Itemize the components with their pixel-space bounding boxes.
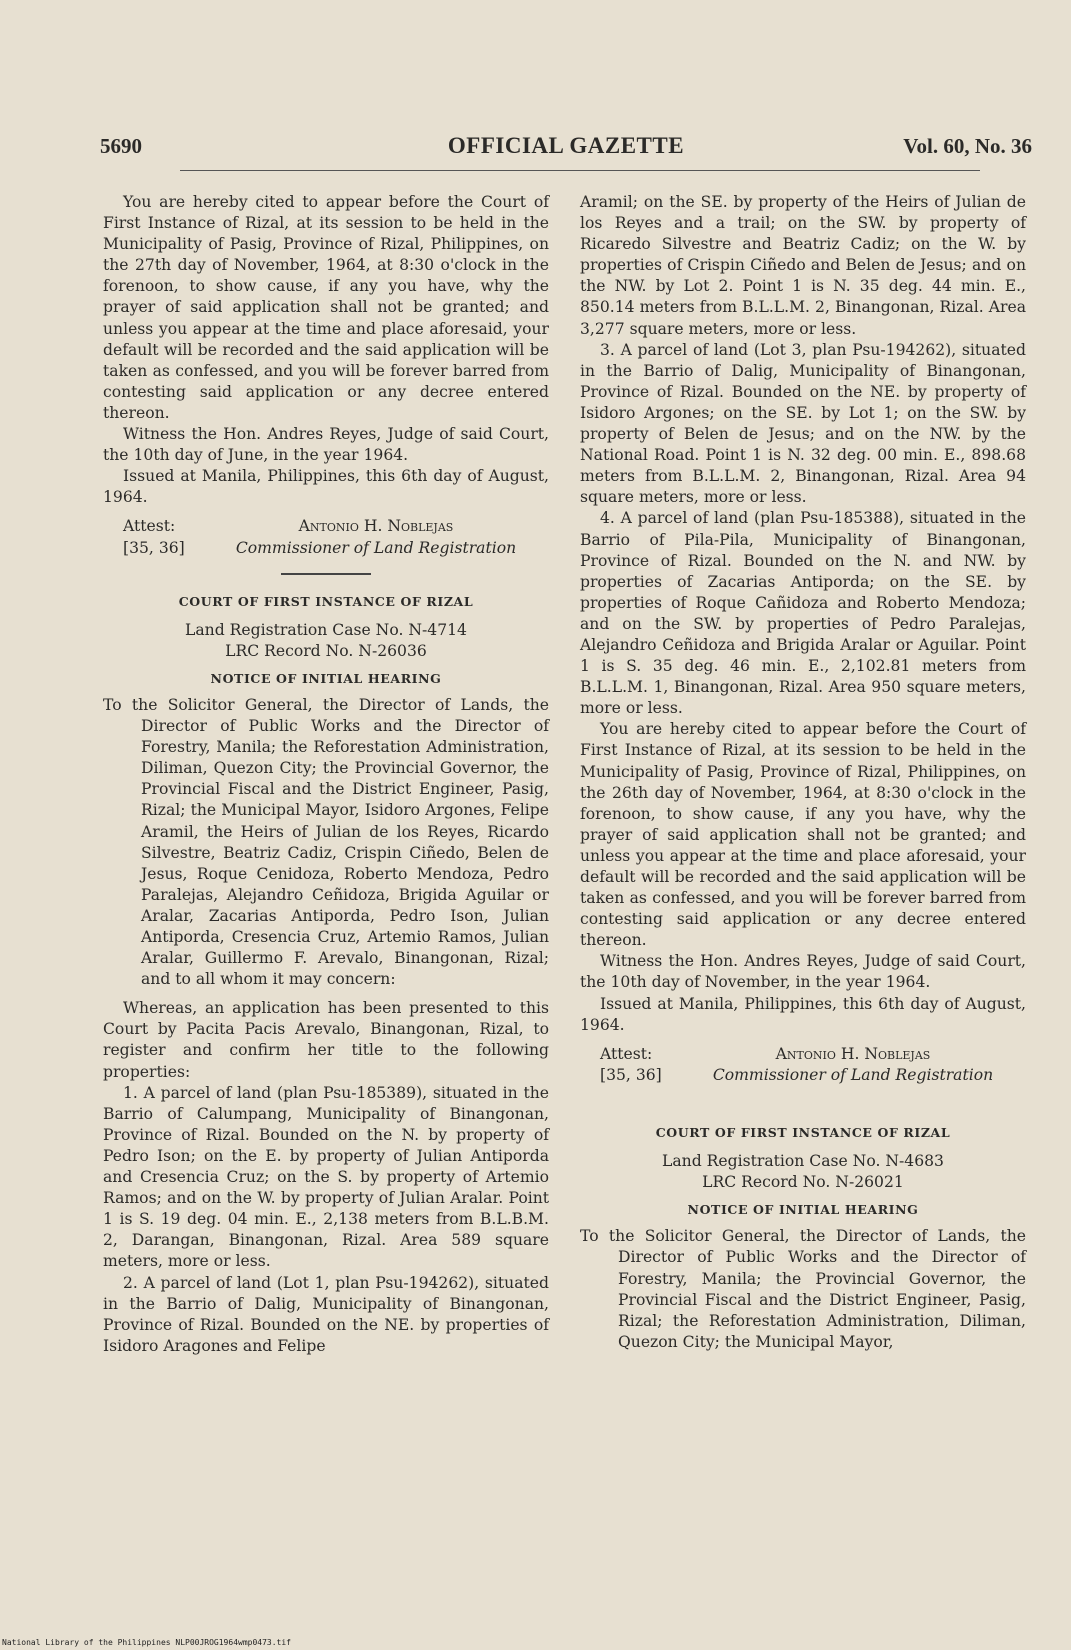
witness-paragraph: Witness the Hon. Andres Reyes, Judge of said Court, the 10th day of June, in the year 1964. [103, 425, 549, 465]
court-heading: COURT OF FIRST INSTANCE OF RIZAL [178, 593, 474, 609]
section-separator [281, 573, 371, 575]
parcel-3: 3. A parcel of land (Lot 3, plan Psu-194262), situated in the Barrio of Dalig, Municipality of Binangonan, Province of Rizal. Bounded on the NE. by property of Isidoro Argones; on the SE. by Lot 1; on the SW. by property of Belen de Jesus; and on the NW. by the National Road. Point 1 is N. 32 deg. 00 min. E., 898.68 meters from B.L.L.M. 2, Binangonan, Rizal. Area 94 square meters, more or less. [580, 340, 1026, 507]
issued-paragraph-2: Issued at Manila, Philippines, this 6th day of August, 1964. [580, 994, 1026, 1034]
attest-title-2: Commissioner of Land Registration [712, 1065, 994, 1084]
right-column [580, 192, 1026, 1353]
whereas-paragraph: Whereas, an application has been presented to this Court by Pacita Pacis Arevalo, Binangonan, Rizal, to register and confirm her title to the following properties: [103, 999, 549, 1081]
case-number: Land Registration Case No. N-4714 [185, 620, 467, 639]
issued-paragraph: Issued at Manila, Philippines, this 6th day of August, 1964. [103, 467, 549, 507]
attest-ref: [35, 36] [123, 538, 185, 557]
parcel-2-continued: Aramil; on the SE. by property of the Heirs of Julian de los Reyes and a trail; on the SW. by property of Ricaredo Silvestre and Beatriz Cadiz; on the W. by properties of Crispin Ciñedo and Belen de Jesus; and on the NW. by Lot 2. Point 1 is N. 35 deg. 44 min. E., 850.14 meters from B.L.L.M. 2, Binangonan, Rizal. Area 3,277 square meters, more or less. [580, 193, 1026, 338]
court-heading-2: COURT OF FIRST INSTANCE OF RIZAL [655, 1124, 951, 1140]
notice-heading: NOTICE OF INITIAL HEARING [210, 670, 442, 686]
parcel-2-start: 2. A parcel of land (Lot 1, plan Psu-194262), situated in the Barrio of Dalig, Municipality of Binangonan, Province of Rizal. Bounded on the NE. by properties of Isidoro Aragones and Felipe [103, 1273, 549, 1355]
attest-label-2: Attest: [600, 1044, 653, 1063]
case-number-2: Land Registration Case No. N-4683 [662, 1152, 944, 1171]
page-number: 5690 [100, 134, 142, 158]
attest-name: Antonio H. Noblejas [298, 517, 454, 536]
attest-title: Commissioner of Land Registration [235, 538, 517, 557]
publication-title: OFFICIAL GAZETTE [447, 133, 685, 158]
citation-paragraph: You are hereby cited to appear before the Court of First Instance of Rizal, at its session to be held in the Municipality of Pasig, Province of Rizal, Philippines, on the 27th day of November, 1964, at 8:30 o'clock in the forenoon, to show cause, if any you have, why the prayer of said application shall not be granted; and unless you appear at the time and place aforesaid, your default will be recorded and the said application will be taken as confessed, and you will be forever barred from contesting said application or any decree entered thereon. [103, 193, 549, 422]
addressees-paragraph: To the Solicitor General, the Director of Lands, the Director of Public Works and the Director of Forestry, Manila; the Reforestation Administration, Diliman, Quezon City; the Provincial Governor, the Provincial Fiscal and the District Engineer, Pasig, Rizal; the Municipal Mayor, Isidoro Argones, Felipe Aramil, the Heirs of Julian de los Reyes, Ricardo Silvestre, Beatriz Cadiz, Crispin Ciñedo, Belen de Jesus, Roque Cenidoza, Roberto Mendoza, Pedro Paralejas, Alejandro Ceñidoza, Brigida Aguilar or Aralar, Zacarias Antiporda, Pedro Ison, Julian Antiporda, Cresencia Cruz, Artemio Ramos, Julian Aralar, Guillermo F. Arevalo, Binangonan, Rizal; and to all whom it may concern: [103, 695, 549, 989]
attest-name-2: Antonio H. Noblejas [775, 1044, 931, 1063]
attest-label: Attest: [123, 517, 176, 536]
attest-block-2 [103, 538, 549, 559]
attest-block-3 [580, 1044, 1026, 1065]
parcel-1: 1. A parcel of land (plan Psu-185389), situated in the Barrio of Calumpang, Municipality of Binangonan, Province of Rizal. Bounded on the N. by property of Pedro Ison; on the E. by property of Julian Antiporda and Cresencia Cruz; on the S. by property of Artemio Ramos; and on the W. by property of Julian Aralar. Point 1 is S. 19 deg. 04 min. E., 2,138 meters from B.L.B.M. 2, Darangan, Binangonan, Rizal. Area 589 square meters, more or less. [103, 1083, 549, 1271]
citation-paragraph-2: You are hereby cited to appear before the Court of First Instance of Rizal, at its session to be held in the Municipality of Pasig, Province of Rizal, Philippines, on the 26th day of November, 1964, at 8:30 o'clock in the forenoon, to show cause, if any you have, why the prayer of said application shall not be granted; and unless you appear at the time and place aforesaid, your default will be recorded and the said application will be taken as confessed, and you will be forever barred from contesting said application or any decree entered thereon. [580, 720, 1026, 950]
lrc-record-2: LRC Record No. N-26021 [702, 1173, 904, 1192]
attest-block-4 [580, 1065, 1026, 1086]
lrc-record: LRC Record No. N-26036 [225, 641, 427, 660]
attest-ref-2: [35, 36] [600, 1065, 662, 1084]
page-header [100, 134, 1032, 164]
addressees-paragraph-2: To the Solicitor General, the Director of Lands, the Director of Public Works and the Director of Forestry, Manila; the Provincial Governor, the Provincial Fiscal and the District Engineer, Pasig, Rizal; the Reforestation Administration, Diliman, Quezon City; the Municipal Mayor, [580, 1227, 1026, 1351]
header-rule [180, 170, 980, 171]
volume-number: Vol. 60, No. 36 [903, 134, 1032, 158]
witness-paragraph-2: Witness the Hon. Andres Reyes, Judge of said Court, the 10th day of November, in the year 1964. [580, 952, 1026, 992]
left-column [103, 192, 549, 1357]
attest-block [103, 516, 549, 537]
scan-footer: National Library of the Philippines NLP00JROG1964wmp0473.tif [2, 1638, 291, 1647]
notice-heading-2: NOTICE OF INITIAL HEARING [687, 1202, 919, 1218]
parcel-4: 4. A parcel of land (plan Psu-185388), situated in the Barrio of Pila-Pila, Municipality of Binangonan, Province of Rizal. Bounded on the N. and NW. by properties of Zacarias Antiporda; on the SE. by properties of Roque Cañidoza and Roberto Mendoza; and on the SW. by properties of Pedro Paralejas, Alejandro Ceñidoza and Brigida Aralar or Aguilar. Point 1 is S. 35 deg. 46 min. E., 2,102.81 meters from B.L.L.M. 1, Binangonan, Rizal. Area 950 square meters, more or less. [580, 509, 1026, 718]
